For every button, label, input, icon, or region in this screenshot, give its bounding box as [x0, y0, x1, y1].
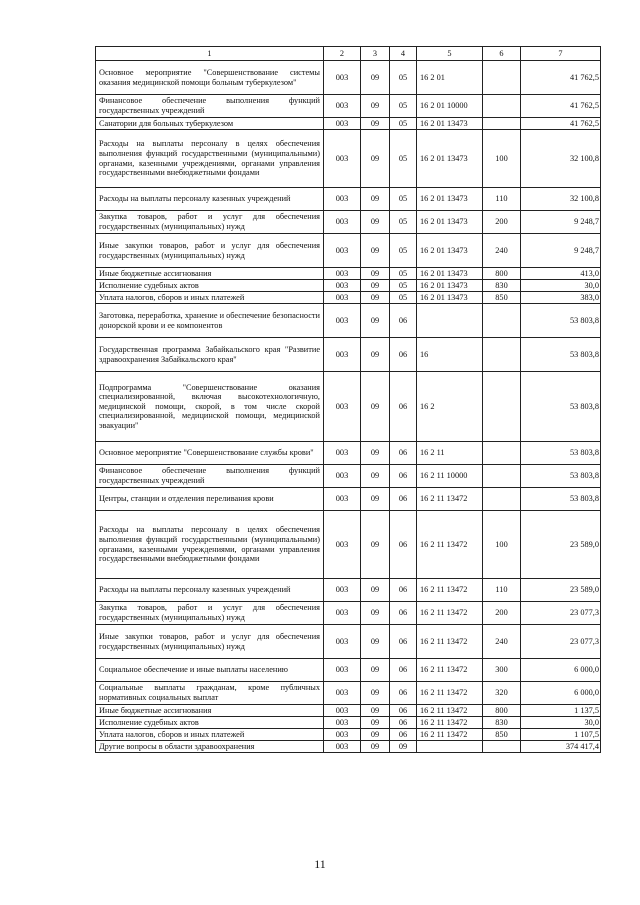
amount: 53 803,8	[521, 372, 601, 442]
target-article-code: 16 2 01 13473	[417, 188, 483, 211]
column-number: 6	[483, 47, 521, 61]
target-article-code: 16 2 01	[417, 61, 483, 95]
table-row	[96, 659, 601, 682]
budget-table	[95, 46, 601, 753]
table-row	[96, 372, 601, 442]
table-row	[96, 741, 601, 753]
target-article-code: 16 2 01 13473	[417, 234, 483, 268]
admin-code: 003	[324, 280, 361, 292]
amount: 41 762,5	[521, 95, 601, 118]
section-code: 09	[361, 304, 390, 338]
line-item-name: Основное мероприятие "Совершенствование системы оказания медицинской помощи больным туберкулезом"	[96, 61, 324, 95]
admin-code: 003	[324, 304, 361, 338]
section-code: 09	[361, 372, 390, 442]
table-row	[96, 488, 601, 511]
table-row	[96, 602, 601, 625]
section-code: 09	[361, 602, 390, 625]
amount: 23 077,3	[521, 602, 601, 625]
expense-type-code	[483, 465, 521, 488]
column-number: 2	[324, 47, 361, 61]
admin-code: 003	[324, 61, 361, 95]
section-code: 09	[361, 268, 390, 280]
column-number-header	[96, 47, 601, 61]
section-code: 09	[361, 729, 390, 741]
target-article-code: 16 2 01 10000	[417, 95, 483, 118]
table-row	[96, 729, 601, 741]
section-code: 09	[361, 717, 390, 729]
admin-code: 003	[324, 130, 361, 188]
line-item-name: Иные бюджетные ассигнования	[96, 268, 324, 280]
expense-type-code	[483, 741, 521, 753]
subsection-code: 06	[390, 717, 417, 729]
section-code: 09	[361, 741, 390, 753]
target-article-code: 16 2 11 13472	[417, 511, 483, 579]
column-number: 5	[417, 47, 483, 61]
amount: 6 000,0	[521, 682, 601, 705]
amount: 374 417,4	[521, 741, 601, 753]
table-row	[96, 292, 601, 304]
target-article-code: 16 2 11 10000	[417, 465, 483, 488]
section-code: 09	[361, 579, 390, 602]
target-article-code: 16 2 11 13472	[417, 488, 483, 511]
table-row	[96, 717, 601, 729]
section-code: 09	[361, 465, 390, 488]
subsection-code: 05	[390, 118, 417, 130]
section-code: 09	[361, 682, 390, 705]
page-number: 11	[314, 857, 326, 871]
section-code: 09	[361, 188, 390, 211]
section-code: 09	[361, 488, 390, 511]
line-item-name: Иные закупки товаров, работ и услуг для обеспечения государственных (муниципальных) нужд	[96, 234, 324, 268]
line-item-name: Социальные выплаты гражданам, кроме публичных нормативных социальных выплат	[96, 682, 324, 705]
subsection-code: 06	[390, 602, 417, 625]
amount: 9 248,7	[521, 234, 601, 268]
amount: 53 803,8	[521, 465, 601, 488]
line-item-name: Расходы на выплаты персоналу казенных учреждений	[96, 188, 324, 211]
amount: 30,0	[521, 280, 601, 292]
expense-type-code: 100	[483, 511, 521, 579]
target-article-code	[417, 741, 483, 753]
subsection-code: 06	[390, 625, 417, 659]
table-row	[96, 118, 601, 130]
admin-code: 003	[324, 442, 361, 465]
subsection-code: 06	[390, 442, 417, 465]
table-row	[96, 211, 601, 234]
admin-code: 003	[324, 211, 361, 234]
expense-type-code: 850	[483, 292, 521, 304]
subsection-code: 06	[390, 338, 417, 372]
amount: 41 762,5	[521, 118, 601, 130]
expense-type-code: 200	[483, 211, 521, 234]
table-row	[96, 234, 601, 268]
expense-type-code: 830	[483, 717, 521, 729]
amount: 1 107,5	[521, 729, 601, 741]
amount: 32 100,8	[521, 188, 601, 211]
table-row	[96, 304, 601, 338]
expense-type-code: 300	[483, 659, 521, 682]
amount: 53 803,8	[521, 304, 601, 338]
target-article-code: 16 2 11 13472	[417, 717, 483, 729]
target-article-code: 16 2 01 13473	[417, 292, 483, 304]
line-item-name: Расходы на выплаты персоналу в целях обеспечения выполнения функций государственными (муниципальными) органами, казенными учреждениями, органами управления государственными внебюджетными фондами	[96, 511, 324, 579]
line-item-name: Центры, станции и отделения переливания крови	[96, 488, 324, 511]
column-number: 1	[96, 47, 324, 61]
amount: 23 589,0	[521, 579, 601, 602]
admin-code: 003	[324, 372, 361, 442]
table-row	[96, 579, 601, 602]
line-item-name: Финансовое обеспечение выполнения функций государственных учреждений	[96, 95, 324, 118]
section-code: 09	[361, 659, 390, 682]
expense-type-code	[483, 304, 521, 338]
section-code: 09	[361, 280, 390, 292]
amount: 23 077,3	[521, 625, 601, 659]
subsection-code: 06	[390, 304, 417, 338]
amount: 53 803,8	[521, 338, 601, 372]
line-item-name: Расходы на выплаты персоналу в целях обеспечения выполнения функций государственными (муниципальными) органами, казенными учреждениями, органами управления государственными внебюджетными фондами	[96, 130, 324, 188]
table-row	[96, 61, 601, 95]
admin-code: 003	[324, 659, 361, 682]
target-article-code: 16 2 01 13473	[417, 268, 483, 280]
admin-code: 003	[324, 292, 361, 304]
line-item-name: Расходы на выплаты персоналу казенных учреждений	[96, 579, 324, 602]
expense-type-code: 800	[483, 268, 521, 280]
target-article-code: 16 2 11 13472	[417, 579, 483, 602]
admin-code: 003	[324, 488, 361, 511]
admin-code: 003	[324, 741, 361, 753]
target-article-code: 16 2 11 13472	[417, 625, 483, 659]
subsection-code: 06	[390, 372, 417, 442]
line-item-name: Закупка товаров, работ и услуг для обеспечения государственных (муниципальных) нужд	[96, 211, 324, 234]
section-code: 09	[361, 625, 390, 659]
line-item-name: Основное мероприятие "Совершенствование службы крови"	[96, 442, 324, 465]
admin-code: 003	[324, 465, 361, 488]
table-row	[96, 442, 601, 465]
expense-type-code: 240	[483, 625, 521, 659]
table-row	[96, 130, 601, 188]
admin-code: 003	[324, 729, 361, 741]
line-item-name: Санатории для больных туберкулезом	[96, 118, 324, 130]
target-article-code: 16 2 11	[417, 442, 483, 465]
subsection-code: 06	[390, 682, 417, 705]
column-number: 3	[361, 47, 390, 61]
amount: 23 589,0	[521, 511, 601, 579]
line-item-name: Финансовое обеспечение выполнения функций государственных учреждений	[96, 465, 324, 488]
subsection-code: 06	[390, 511, 417, 579]
subsection-code: 06	[390, 579, 417, 602]
line-item-name: Заготовка, переработка, хранение и обеспечение безопасности донорской крови и ее компонентов	[96, 304, 324, 338]
table-row	[96, 268, 601, 280]
column-number: 7	[521, 47, 601, 61]
expense-type-code	[483, 442, 521, 465]
subsection-code: 05	[390, 95, 417, 118]
table-row	[96, 682, 601, 705]
subsection-code: 05	[390, 188, 417, 211]
target-article-code: 16 2 01 13473	[417, 211, 483, 234]
table-row	[96, 280, 601, 292]
line-item-name: Исполнение судебных актов	[96, 280, 324, 292]
admin-code: 003	[324, 717, 361, 729]
admin-code: 003	[324, 268, 361, 280]
target-article-code: 16 2	[417, 372, 483, 442]
expense-type-code: 110	[483, 579, 521, 602]
target-article-code: 16 2 11 13472	[417, 729, 483, 741]
expense-type-code: 200	[483, 602, 521, 625]
section-code: 09	[361, 292, 390, 304]
expense-type-code: 320	[483, 682, 521, 705]
admin-code: 003	[324, 602, 361, 625]
admin-code: 003	[324, 338, 361, 372]
section-code: 09	[361, 61, 390, 95]
amount: 6 000,0	[521, 659, 601, 682]
target-article-code: 16 2 01 13473	[417, 280, 483, 292]
target-article-code: 16 2 11 13472	[417, 659, 483, 682]
subsection-code: 05	[390, 234, 417, 268]
amount: 1 137,5	[521, 705, 601, 717]
target-article-code: 16 2 11 13472	[417, 705, 483, 717]
subsection-code: 05	[390, 292, 417, 304]
section-code: 09	[361, 338, 390, 372]
amount: 30,0	[521, 717, 601, 729]
line-item-name: Иные бюджетные ассигнования	[96, 705, 324, 717]
section-code: 09	[361, 442, 390, 465]
subsection-code: 05	[390, 61, 417, 95]
table-row	[96, 511, 601, 579]
line-item-name: Подпрограмма "Совершенствование оказания специализированной, включая высокотехнологичную, медицинской помощи, скорой, в том числе скорой специализированной, медицинской помощи, медицинской эвакуации"	[96, 372, 324, 442]
line-item-name: Уплата налогов, сборов и иных платежей	[96, 729, 324, 741]
target-article-code: 16 2 11 13472	[417, 602, 483, 625]
amount: 383,0	[521, 292, 601, 304]
expense-type-code: 850	[483, 729, 521, 741]
target-article-code	[417, 304, 483, 338]
line-item-name: Иные закупки товаров, работ и услуг для обеспечения государственных (муниципальных) нужд	[96, 625, 324, 659]
amount: 41 762,5	[521, 61, 601, 95]
admin-code: 003	[324, 625, 361, 659]
expense-type-code: 240	[483, 234, 521, 268]
amount: 413,0	[521, 268, 601, 280]
section-code: 09	[361, 234, 390, 268]
subsection-code: 06	[390, 659, 417, 682]
table-body	[96, 61, 601, 753]
line-item-name: Уплата налогов, сборов и иных платежей	[96, 292, 324, 304]
table-row	[96, 188, 601, 211]
expense-type-code	[483, 95, 521, 118]
column-number: 4	[390, 47, 417, 61]
admin-code: 003	[324, 95, 361, 118]
expense-type-code	[483, 118, 521, 130]
expense-type-code	[483, 338, 521, 372]
section-code: 09	[361, 95, 390, 118]
section-code: 09	[361, 211, 390, 234]
amount: 32 100,8	[521, 130, 601, 188]
admin-code: 003	[324, 705, 361, 717]
table-row	[96, 625, 601, 659]
expense-type-code: 110	[483, 188, 521, 211]
admin-code: 003	[324, 682, 361, 705]
subsection-code: 05	[390, 130, 417, 188]
line-item-name: Исполнение судебных актов	[96, 717, 324, 729]
expense-type-code: 100	[483, 130, 521, 188]
expense-type-code	[483, 61, 521, 95]
admin-code: 003	[324, 579, 361, 602]
line-item-name: Закупка товаров, работ и услуг для обеспечения государственных (муниципальных) нужд	[96, 602, 324, 625]
subsection-code: 06	[390, 465, 417, 488]
table-row	[96, 95, 601, 118]
line-item-name: Социальное обеспечение и иные выплаты населению	[96, 659, 324, 682]
admin-code: 003	[324, 511, 361, 579]
table-row	[96, 705, 601, 717]
target-article-code: 16	[417, 338, 483, 372]
table-row	[96, 465, 601, 488]
subsection-code: 05	[390, 268, 417, 280]
section-code: 09	[361, 511, 390, 579]
table-row	[96, 338, 601, 372]
expense-type-code: 800	[483, 705, 521, 717]
admin-code: 003	[324, 118, 361, 130]
line-item-name: Другие вопросы в области здравоохранения	[96, 741, 324, 753]
subsection-code: 09	[390, 741, 417, 753]
subsection-code: 06	[390, 705, 417, 717]
section-code: 09	[361, 118, 390, 130]
subsection-code: 05	[390, 280, 417, 292]
target-article-code: 16 2 11 13472	[417, 682, 483, 705]
subsection-code: 06	[390, 729, 417, 741]
amount: 53 803,8	[521, 488, 601, 511]
amount: 9 248,7	[521, 211, 601, 234]
admin-code: 003	[324, 234, 361, 268]
target-article-code: 16 2 01 13473	[417, 130, 483, 188]
expense-type-code	[483, 372, 521, 442]
section-code: 09	[361, 130, 390, 188]
admin-code: 003	[324, 188, 361, 211]
section-code: 09	[361, 705, 390, 717]
subsection-code: 05	[390, 211, 417, 234]
expense-type-code: 830	[483, 280, 521, 292]
amount: 53 803,8	[521, 442, 601, 465]
line-item-name: Государственная программа Забайкальского края "Развитие здравоохранения Забайкальского края"	[96, 338, 324, 372]
target-article-code: 16 2 01 13473	[417, 118, 483, 130]
expense-type-code	[483, 488, 521, 511]
subsection-code: 06	[390, 488, 417, 511]
